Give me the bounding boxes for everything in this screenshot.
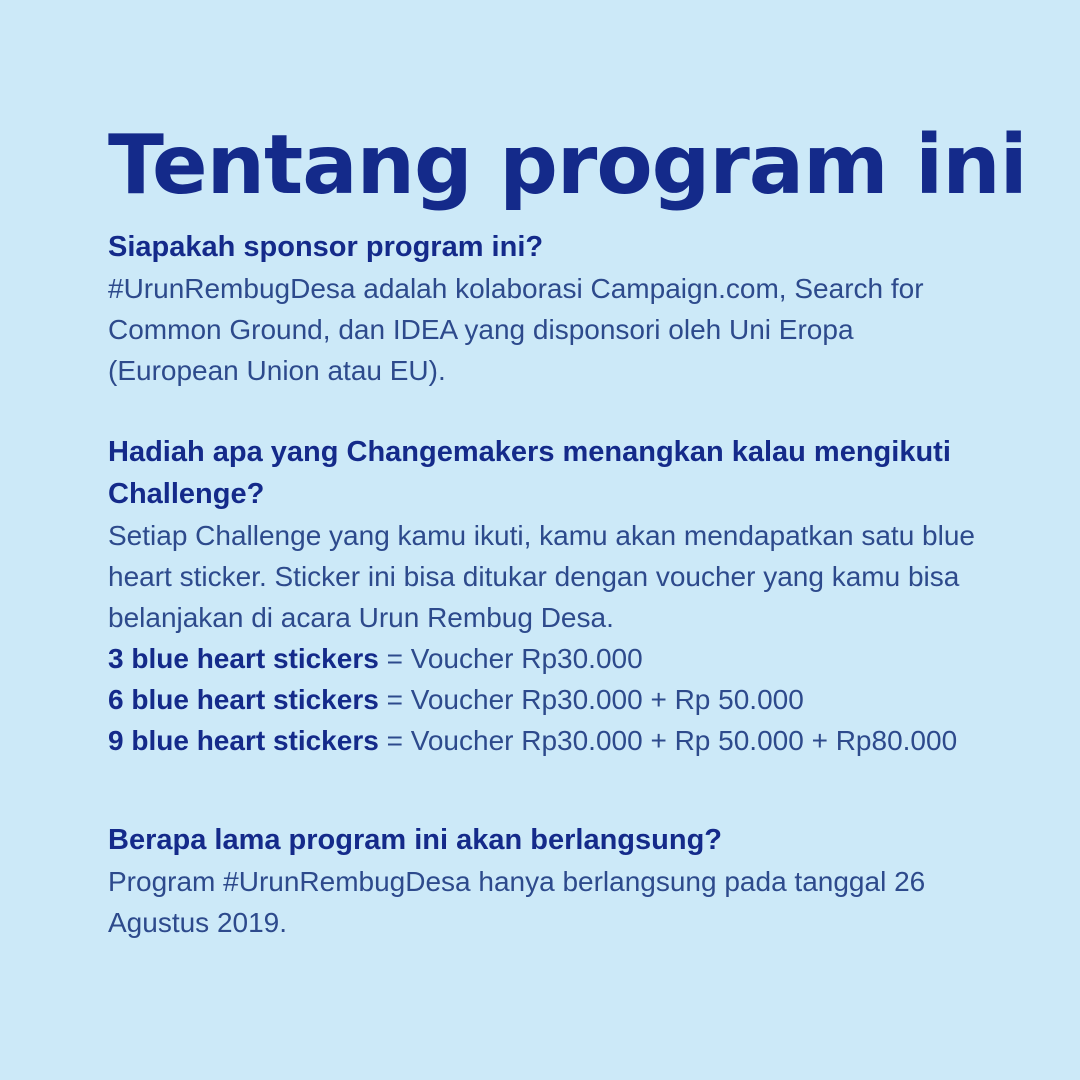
prize-item xyxy=(108,679,988,720)
faq-question: Berapa lama program ini akan berlangsung? xyxy=(108,824,722,856)
faq-prizes xyxy=(108,431,988,761)
prize-stickers: 9 blue heart stickers xyxy=(108,725,379,756)
prize-stickers: 3 blue heart stickers xyxy=(108,643,379,674)
prize-item xyxy=(108,720,988,761)
faq-question: Siapakah sponsor program ini? xyxy=(108,231,544,263)
faq-question: Hadiah apa yang Changemakers menangkan kalau mengikuti Challenge? xyxy=(108,436,951,510)
faq-answer: #UrunRembugDesa adalah kolaborasi Campaign.com, Search for Common Ground, dan IDEA yang disponsori oleh Uni Eropa (European Union atau EU). xyxy=(108,273,924,386)
faq-answer: Setiap Challenge yang kamu ikuti, kamu akan mendapatkan satu blue heart sticker. Sticker ini bisa ditukar dengan voucher yang kamu bisa belanjakan di acara Urun Rembug Desa. xyxy=(108,520,975,633)
faq-sponsor xyxy=(108,226,988,391)
page-title: Tentang program ini xyxy=(108,118,1027,213)
prize-reward: = Voucher Rp30.000 + Rp 50.000 + Rp80.000 xyxy=(378,725,958,756)
info-card xyxy=(108,118,1027,943)
faq-duration xyxy=(108,819,988,943)
prize-item xyxy=(108,638,988,679)
prize-reward: = Voucher Rp30.000 + Rp 50.000 xyxy=(378,684,804,715)
faq-answer: Program #UrunRembugDesa hanya berlangsung pada tanggal 26 Agustus 2019. xyxy=(108,866,926,938)
prize-stickers: 6 blue heart stickers xyxy=(108,684,379,715)
prize-reward: = Voucher Rp30.000 xyxy=(378,643,643,674)
prize-list xyxy=(108,638,988,761)
